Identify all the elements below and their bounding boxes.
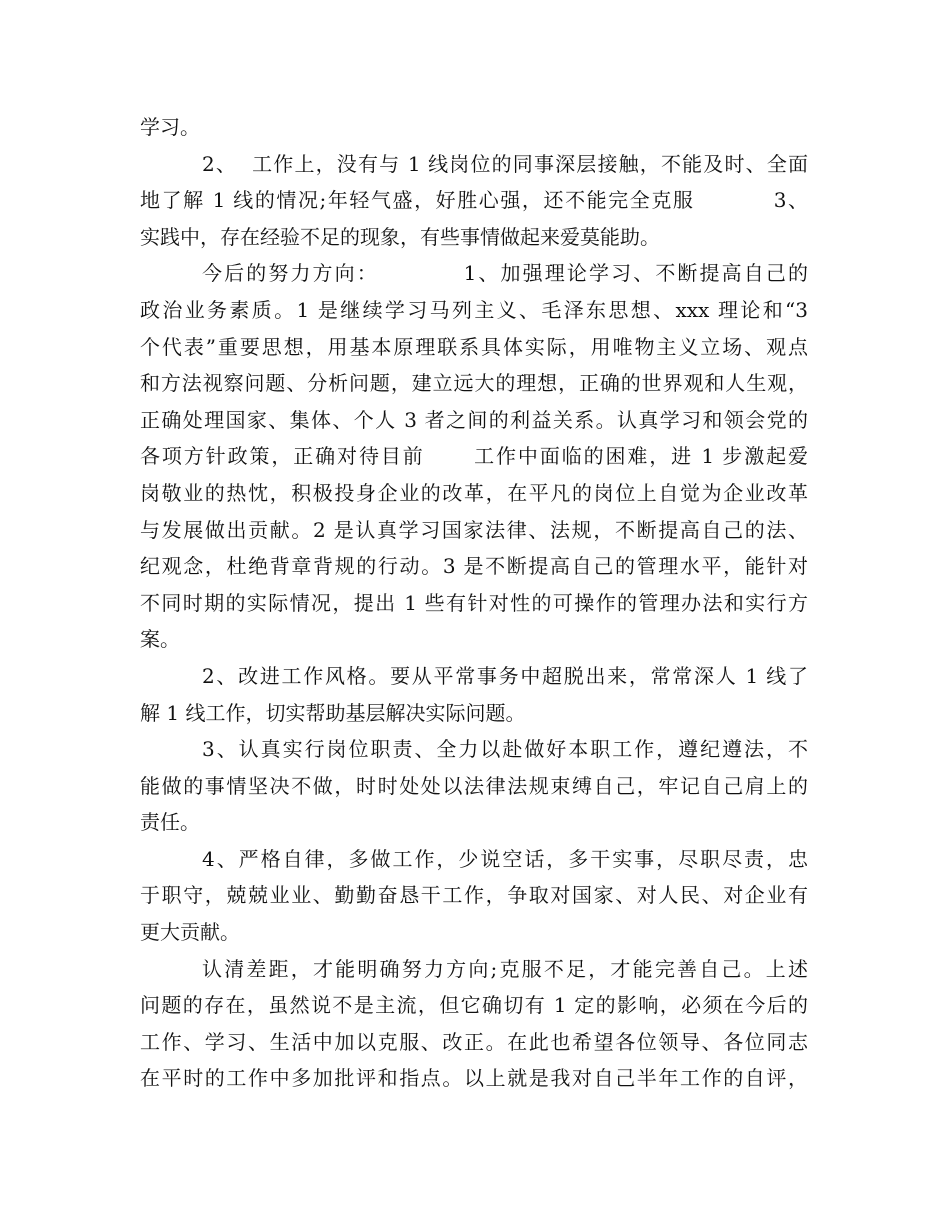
text-line: 实践中，存在经验不足的现象，有些事情做起来爱莫能助。 xyxy=(140,224,660,249)
text-line: 正确处理国家、集体、个人 3 者之间的利益关系。认真学习和领会党的 xyxy=(140,407,808,432)
text-line: 更大贡献。 xyxy=(140,920,240,945)
text-line: 今后的努力方向： 1、加强理论学习、不断提高自己的 xyxy=(202,261,808,286)
text-line: 和方法视察问题、分析问题，建立远大的理想，正确的世界观和人生观， xyxy=(140,371,808,396)
text-line: 政治业务素质。1 是继续学习马列主义、毛泽东思想、xxx 理论和“3 xyxy=(140,297,808,322)
text-line: 于职守，兢兢业业、勤勤奋恳干工作，争取对国家、对人民、对企业有 xyxy=(140,883,808,908)
text-line: 能做的事情坚决不做，时时处处以法律法规束缚自己，牢记自己肩上的 xyxy=(140,773,808,798)
text-line: 2、改进工作风格。要从平常事务中超脱出来，常常深人 1 线了 xyxy=(202,663,808,688)
text-line: 案。 xyxy=(140,627,180,652)
text-line: 2、 工作上，没有与 1 线岗位的同事深层接触，不能及时、全面 xyxy=(202,151,808,176)
text-line: 地了解 1 线的情况;年轻气盛，好胜心强，还不能完全克服 3、 xyxy=(140,188,808,213)
text-line: 3、认真实行岗位职责、全力以赴做好本职工作，遵纪遵法，不 xyxy=(202,737,808,762)
text-line: 纪观念，杜绝背章背规的行动。3 是不断提高自己的管理水平，能针对 xyxy=(140,554,808,579)
text-line: 岗敬业的热忱，积极投身企业的改革，在平凡的岗位上自觉为企业改革 xyxy=(140,480,808,505)
text-line: 认清差距，才能明确努力方向;克服不足，才能完善自己。上述 xyxy=(202,956,808,981)
text-line: 与发展做出贡献。2 是认真学习国家法律、法规，不断提高自己的法、 xyxy=(140,517,808,542)
text-line: 不同时期的实际情况，提出 1 些有针对性的可操作的管理办法和实行方 xyxy=(140,590,808,615)
text-line: 各项方针政策，正确对待目前 工作中面临的困难，进 1 步激起爱 xyxy=(140,444,808,469)
text-line: 学习。 xyxy=(140,115,200,139)
text-line: 责任。 xyxy=(140,810,200,835)
text-line: 个代表”重要思想，用基本原理联系具体实际，用唯物主义立场、观点 xyxy=(140,334,808,359)
text-line: 解 1 线工作，切实帮助基层解决实际问题。 xyxy=(140,700,526,725)
text-line: 在平时的工作中多加批评和指点。以上就是我对自己半年工作的自评， xyxy=(140,1066,808,1091)
document-body xyxy=(140,109,808,1097)
text-line: 问题的存在，虽然说不是主流，但它确切有 1 定的影响，必须在今后的 xyxy=(140,993,808,1018)
text-line: 工作、学习、生活中加以克服、改正。在此也希望各位领导、各位同志 xyxy=(140,1029,808,1054)
text-line: 4、严格自律，多做工作，少说空话，多干实事，尽职尽责，忠 xyxy=(202,846,808,871)
